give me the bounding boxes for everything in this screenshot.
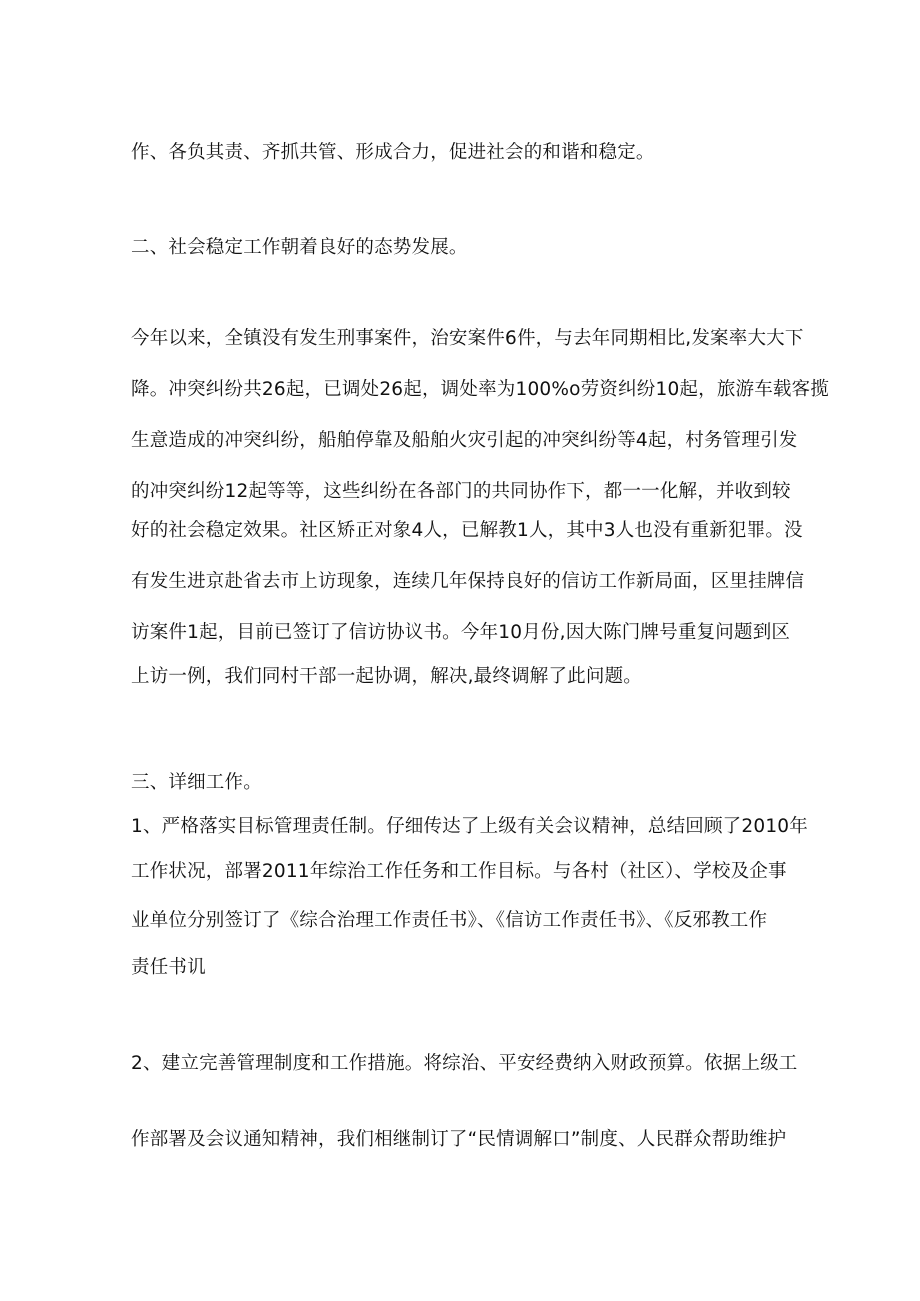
paragraph-line: 作、各负其责、齐抓共管、形成合力，促进社会的和谐和稳定。 bbox=[131, 142, 655, 163]
paragraph-line: 责任书讥 bbox=[131, 957, 206, 978]
section-heading: 二、社会稳定工作朝着良好的态势发展。 bbox=[131, 237, 468, 258]
paragraph-line: 1、严格落实目标管理责任制。仔细传达了上级有关会议精神，总结回顾了2010年 bbox=[131, 816, 808, 837]
paragraph-line: 访案件1起，目前已签订了信访协议书。今年10月份,因大陈门牌号重复问题到区 bbox=[131, 622, 791, 643]
paragraph-line: 生意造成的冲突纠纷，船舶停靠及船舶火灾引起的冲突纠纷等4起，村务管理引发 bbox=[131, 430, 798, 451]
paragraph-line: 有发生进京赴省去市上访现象，连续几年保持良好的信访工作新局面，区里挂牌信 bbox=[131, 571, 805, 592]
paragraph-line: 2、建立完善管理制度和工作措施。将综治、平安经费纳入财政预算。依据上级工 bbox=[131, 1053, 798, 1074]
paragraph-line: 业单位分别签订了《综合治理工作责任书》、《信访工作责任书》、《反邪教工作 bbox=[131, 910, 768, 931]
paragraph-line: 今年以来，全镇没有发生刑事案件，治安案件6件，与去年同期相比,发案率大大下 bbox=[131, 328, 804, 349]
section-heading: 三、详细工作。 bbox=[131, 772, 262, 793]
paragraph-line: 的冲突纠纷12起等等，这些纠纷在各部门的共同协作下，都一一化解，并收到较 bbox=[131, 481, 791, 502]
paragraph-line: 作部署及会议通知精神，我们相继制订了“民情调解口”制度、人民群众帮助维护 bbox=[131, 1129, 787, 1150]
paragraph-line: 好的社会稳定效果。社区矫正对象4人，已解教1人，其中3人也没有重新犯罪。没 bbox=[131, 520, 803, 541]
paragraph-line: 降。冲突纠纷共26起，已调处26起，调处率为100%o劳资纠纷10起，旅游车载客揽 bbox=[131, 379, 830, 400]
paragraph-line: 工作状况，部署2011年综治工作任务和工作目标。与各村（社区）、学校及企事 bbox=[131, 861, 787, 882]
paragraph-line: 上访一例，我们同村干部一起协调，解决,最终调解了此问题。 bbox=[131, 666, 642, 687]
